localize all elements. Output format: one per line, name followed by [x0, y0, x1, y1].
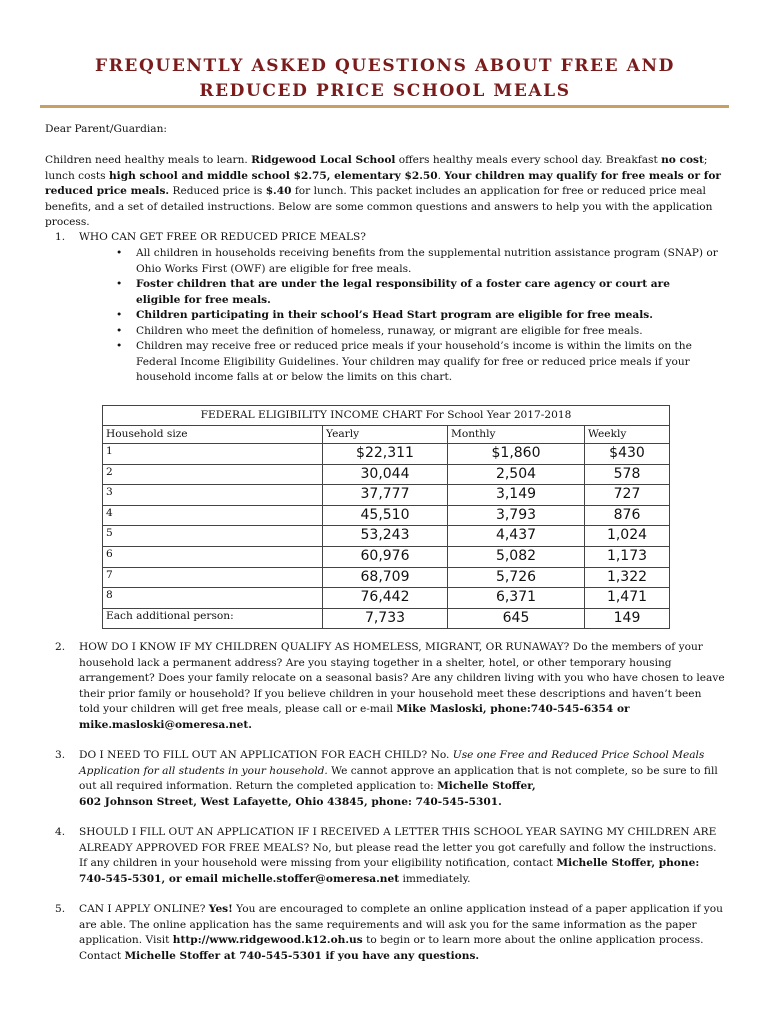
- question-number: 5.: [55, 903, 66, 915]
- question-4: [55, 825, 725, 887]
- weekly-cell: 578: [585, 464, 670, 485]
- header-household-size: Household size: [103, 426, 323, 444]
- intro-paragraph: [45, 153, 725, 231]
- yearly-cell: 7,733: [323, 608, 448, 629]
- weekly-cell: 149: [585, 608, 670, 629]
- table-row: [103, 505, 670, 526]
- title-line-1: FREQUENTLY ASKED QUESTIONS ABOUT FREE AND: [95, 56, 675, 76]
- monthly-cell: 645: [448, 608, 585, 629]
- table-row: [103, 588, 670, 609]
- household-size-cell: 4: [103, 505, 323, 526]
- yearly-cell: $22,311: [323, 444, 448, 465]
- intro-text-3: ; lunch costs: [45, 154, 708, 182]
- intro-text-6: for lunch. This packet includes an application for free or reduced price meal benefits, and a set of detailed instructions. Below are some common questions and answers to help you with the application process.: [45, 185, 713, 228]
- question-1: [55, 230, 725, 246]
- bullet-item: [108, 339, 718, 386]
- weekly-cell: $430: [585, 444, 670, 465]
- monthly-cell: 5,726: [448, 567, 585, 588]
- yearly-cell: 68,709: [323, 567, 448, 588]
- contact-info: Michelle Stoffer at 740-545-5301 if you have any questions.: [124, 949, 480, 962]
- italic-note: Use one Free and Reduced Price School Meals Application for all students in your household.: [79, 749, 705, 777]
- contact-info: Mike Masloski, phone:740-545-6354 or mike.masloski@omeresa.net.: [79, 703, 630, 731]
- household-size-cell: 2: [103, 464, 323, 485]
- yes-text: Yes!: [208, 903, 233, 915]
- website-link[interactable]: http://www.ridgewood.k12.oh.us: [172, 934, 363, 946]
- question-lead: CAN I APPLY ONLINE?: [79, 903, 209, 915]
- question-end: immediately.: [399, 872, 471, 885]
- salutation: Dear Parent/Guardian:: [45, 123, 168, 135]
- question-number: 3.: [55, 749, 66, 761]
- question-5: [55, 902, 725, 964]
- monthly-cell: 3,149: [448, 485, 585, 506]
- contact-address: 602 Johnson Street, West Lafayette, Ohio 43845, phone: 740-545-5301.: [79, 795, 502, 808]
- intro-text-2: offers healthy meals every school day. Breakfast: [395, 154, 662, 166]
- intro-text-1: Children need healthy meals to learn.: [45, 154, 252, 166]
- page-title: [40, 54, 730, 104]
- question-body: We cannot approve an application that is not complete, so be sure to fill out all required information. Return the completed application to:: [79, 764, 718, 792]
- contact-name: Michelle Stoffer,: [437, 780, 536, 792]
- table-caption: FEDERAL ELIGIBILITY INCOME CHART For School Year 2017-2018: [103, 406, 670, 426]
- monthly-cell: 4,437: [448, 526, 585, 547]
- income-chart-table: [102, 405, 670, 629]
- eligibility-bullets: [108, 246, 718, 386]
- lunch-prices: high school and middle school $2.75, elementary $2.50: [108, 169, 438, 182]
- table-caption-row: [103, 406, 670, 426]
- question-body-2: to begin or to learn more about the online application process. Contact: [79, 934, 704, 962]
- bullet-text: Children may receive free or reduced price meals if your household’s income is within the limits on the Federal Income Eligibility Guidelines. Your children may qualify for free or reduced price meals if your household income falls at or below the limits on this chart.: [136, 340, 692, 383]
- weekly-cell: 1,173: [585, 546, 670, 567]
- question-text: [79, 748, 725, 810]
- bullet-icon: •: [116, 309, 123, 321]
- title-line-2: REDUCED PRICE SCHOOL MEALS: [199, 81, 571, 101]
- household-size-cell: 3: [103, 485, 323, 506]
- table-row: [103, 608, 670, 629]
- household-size-cell: 8: [103, 588, 323, 609]
- bullet-text: Foster children that are under the legal responsibility of a foster care agency or court are eligible for free meals.: [136, 278, 670, 306]
- monthly-cell: 6,371: [448, 588, 585, 609]
- weekly-cell: 876: [585, 505, 670, 526]
- intro-text-4: .: [437, 169, 445, 182]
- bullet-text: Children participating in their school’s Head Start program are eligible for free meals.: [136, 309, 653, 321]
- monthly-cell: $1,860: [448, 444, 585, 465]
- header-monthly: Monthly: [448, 426, 585, 444]
- weekly-cell: 1,471: [585, 588, 670, 609]
- monthly-cell: 5,082: [448, 546, 585, 567]
- yearly-cell: 45,510: [323, 505, 448, 526]
- yearly-cell: 30,044: [323, 464, 448, 485]
- no-cost-text: no cost: [661, 154, 704, 166]
- yearly-cell: 76,442: [323, 588, 448, 609]
- bullet-item: [108, 277, 718, 308]
- weekly-cell: 1,024: [585, 526, 670, 547]
- table-row: [103, 485, 670, 506]
- question-3: [55, 748, 725, 810]
- bullet-text: All children in households receiving benefits from the supplemental nutrition assistance program (SNAP) or Ohio Works First (OWF) are eligible for free meals.: [136, 247, 718, 275]
- table-row: [103, 464, 670, 485]
- question-text: [79, 902, 725, 964]
- contact-info: Michelle Stoffer, phone: 740-545-5301, or email michelle.stoffer@omeresa.net: [79, 857, 700, 885]
- header-yearly: Yearly: [323, 426, 448, 444]
- question-body: SHOULD I FILL OUT AN APPLICATION IF I RECEIVED A LETTER THIS SCHOOL YEAR SAYING MY CHILDREN ARE ALREADY APPROVED FOR FREE MEALS? No, but please read the letter you got carefully and follow the instructions. If any children in your household were missing from your eligibility notification, contact: [79, 826, 717, 869]
- table-row: [103, 526, 670, 547]
- school-name: Ridgewood Local School: [251, 154, 396, 166]
- question-lead: DO I NEED TO FILL OUT AN APPLICATION FOR EACH CHILD? No.: [79, 749, 453, 761]
- monthly-cell: 2,504: [448, 464, 585, 485]
- weekly-cell: 1,322: [585, 567, 670, 588]
- yearly-cell: 53,243: [323, 526, 448, 547]
- household-size-cell: 7: [103, 567, 323, 588]
- bullet-icon: •: [116, 324, 123, 337]
- question-body: HOW DO I KNOW IF MY CHILDREN QUALIFY AS HOMELESS, MIGRANT, OR RUNAWAY? Do the members of your household lack a permanent address? Are you staying together in a shelter, hotel, or other temporary housing arrangement? Does your family relocate on a seasonal basis? Are any children living with you who have chosen to leave their prior family or household? If you believe children in your household meet these descriptions and haven’t been told your children will get free meals, please call or e-mail: [79, 641, 725, 715]
- question-text: WHO CAN GET FREE OR REDUCED PRICE MEALS?: [79, 231, 366, 243]
- weekly-cell: 727: [585, 485, 670, 506]
- bullet-icon: •: [116, 247, 123, 259]
- question-body: You are encouraged to complete an online application instead of a paper application if you are able. The online application has the same requirements and will ask you for the same information as the paper application. Visit: [79, 903, 723, 946]
- household-size-cell: 6: [103, 546, 323, 567]
- monthly-cell: 3,793: [448, 505, 585, 526]
- table-header-row: [103, 426, 670, 444]
- table-row: [103, 546, 670, 567]
- yearly-cell: 60,976: [323, 546, 448, 567]
- bullet-item: [108, 308, 718, 324]
- intro-text-5: Reduced price is: [169, 185, 266, 197]
- bullet-item: [108, 246, 718, 277]
- bullet-icon: •: [116, 278, 123, 290]
- household-size-cell: Each additional person:: [103, 608, 323, 629]
- reduced-price: $.40: [265, 185, 292, 197]
- question-2: [55, 640, 725, 733]
- header-weekly: Weekly: [585, 426, 670, 444]
- question-number: 1.: [55, 231, 66, 243]
- table-row: [103, 444, 670, 465]
- bullet-text: Children who meet the definition of homeless, runaway, or migrant are eligible for free meals.: [136, 324, 643, 337]
- qualify-text: Your children may qualify for free meals or for reduced price meals.: [45, 169, 721, 197]
- bullet-icon: •: [116, 340, 123, 352]
- bullet-item: [108, 324, 718, 340]
- question-text: [79, 825, 725, 887]
- question-number: 2.: [55, 641, 66, 653]
- title-divider: [40, 105, 729, 108]
- question-number: 4.: [55, 826, 66, 838]
- household-size-cell: 1: [103, 444, 323, 465]
- yearly-cell: 37,777: [323, 485, 448, 506]
- household-size-cell: 5: [103, 526, 323, 547]
- question-text: [79, 640, 725, 733]
- table-row: [103, 567, 670, 588]
